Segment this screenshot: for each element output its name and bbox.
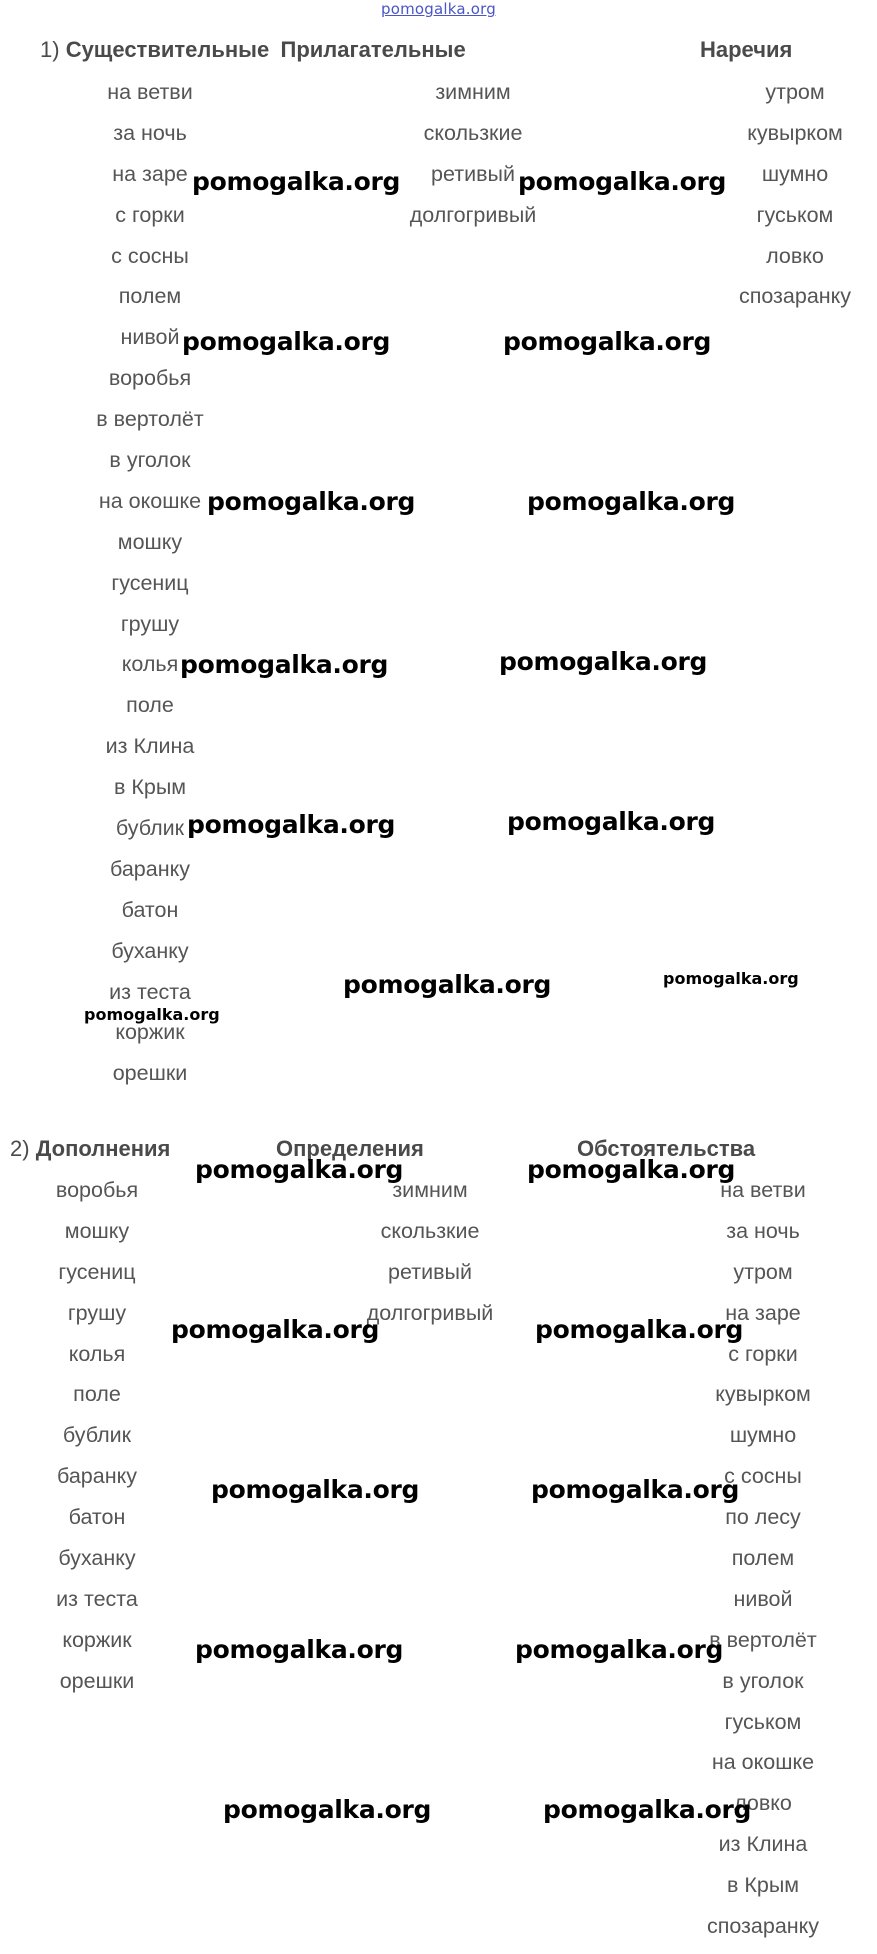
section2-attributes-column [330,1170,530,1334]
word-item: ловко [766,243,824,268]
word-item: с сосны [111,243,189,268]
word-item: утром [765,80,825,104]
watermark: pomogalka.org [187,810,396,839]
word-item: мошку [117,529,183,554]
word-item: спозаранку [738,284,852,309]
section2-objects-column [0,1170,197,1702]
word-item: кувырком [747,120,843,145]
word-item: грушу [67,1300,127,1325]
word-item: из Клина [718,1832,808,1857]
word-item: утром [733,1259,793,1284]
word-item: в Крым [726,1873,800,1898]
section2-number: 2) [10,1136,30,1161]
watermark: pomogalka.org [518,167,727,196]
word-item: поле [73,1382,121,1407]
word-item: шумно [761,161,829,186]
word-item: гусениц [111,570,189,595]
word-item: бублик [62,1423,132,1448]
watermark: pomogalka.org [223,1795,432,1824]
word-item: скользкие [380,1218,480,1243]
word-item: гусениц [58,1259,136,1284]
word-item: батон [68,1505,126,1530]
word-item: за ночь [113,120,187,145]
word-item: бублик [115,816,185,841]
word-item: поле [126,693,174,718]
watermark: pomogalka.org [535,1315,744,1344]
section2-col3-header: Обстоятельства [577,1136,756,1161]
word-item: ретивый [431,161,515,186]
section2-col1-header [10,1136,170,1162]
word-item: шумно [729,1423,797,1448]
section2-col2-header: Определения [276,1136,424,1161]
word-item: на окошке [98,488,202,513]
watermark: pomogalka.org [195,1155,404,1184]
word-item: в Крым [113,775,187,800]
watermark: pomogalka.org [84,1005,220,1024]
watermark: pomogalka.org [180,650,389,679]
watermark: pomogalka.org [543,1795,752,1824]
word-item: колья [68,1341,126,1366]
watermark: pomogalka.org [527,487,736,516]
word-item: с горки [115,202,185,227]
watermark: pomogalka.org [663,969,799,988]
word-item: с горки [728,1341,798,1366]
section1-number: 1) [40,37,60,62]
top-watermark: pomogalka.org [381,0,496,18]
word-item: коржик [115,1020,185,1045]
word-item: на заре [725,1300,801,1325]
word-item: воробья [108,366,192,391]
word-item: колья [121,652,179,677]
word-item: баранку [57,1464,137,1489]
word-item: из теста [56,1586,138,1611]
word-item: ретивый [388,1259,472,1284]
word-item: буханку [58,1546,136,1571]
word-item: грушу [120,611,180,636]
section2-adverbials-column [663,1170,863,1947]
word-item: спозаранку [706,1914,820,1939]
watermark: pomogalka.org [207,487,416,516]
word-item: буханку [111,938,189,963]
watermark: pomogalka.org [531,1475,740,1504]
word-item: орешки [112,1061,188,1086]
section1-nouns-column [50,72,250,1094]
word-item: зимним [392,1178,468,1202]
section1-adjectives-column [373,72,573,236]
word-item: мошку [64,1218,130,1243]
section1-col3-header: Наречия [700,37,793,62]
watermark: pomogalka.org [182,327,391,356]
word-item: на окошке [711,1750,815,1775]
word-item: нивой [120,325,180,350]
watermark: pomogalka.org [195,1635,404,1664]
word-item: нивой [733,1586,793,1611]
section2-col1-header-text: Дополнения [35,1136,171,1161]
section1-col1-header-text: Существительные [65,37,270,62]
word-item: батон [121,897,179,922]
word-item: орешки [59,1668,135,1693]
word-item: воробья [55,1178,139,1202]
watermark: pomogalka.org [527,1155,736,1184]
word-item: в уголок [109,448,191,473]
watermark: pomogalka.org [507,807,716,836]
word-item: на ветви [107,80,193,104]
word-item: из теста [109,979,191,1004]
watermark: pomogalka.org [192,167,401,196]
word-item: в вертолёт [709,1627,817,1652]
word-item: с сосны [724,1464,802,1489]
word-item: коржик [62,1627,132,1652]
section1-col1-header [40,37,269,63]
word-item: кувырком [715,1382,811,1407]
word-item: гуськом [756,202,834,227]
watermark: pomogalka.org [171,1315,380,1344]
word-item: в уголок [722,1668,804,1693]
word-item: на ветви [720,1178,806,1202]
word-item: ловко [734,1791,792,1816]
word-item: гуськом [724,1709,802,1734]
watermark: pomogalka.org [515,1635,724,1664]
watermark: pomogalka.org [211,1475,420,1504]
word-item: из Клина [105,734,195,759]
watermark: pomogalka.org [503,327,712,356]
word-item: скользкие [423,120,523,145]
word-item: на заре [112,161,188,186]
word-item: баранку [110,856,190,881]
watermark: pomogalka.org [343,970,552,999]
word-item: полем [731,1546,795,1571]
watermark: pomogalka.org [499,647,708,676]
word-item: долгогривый [366,1300,494,1325]
word-item: за ночь [726,1218,800,1243]
word-item: в вертолёт [96,407,204,432]
section1-col2-header: Прилагательные [280,37,466,62]
word-item: зимним [435,80,511,104]
word-item: по лесу [725,1505,801,1530]
word-item: полем [118,284,182,309]
word-item: долгогривый [409,202,537,227]
